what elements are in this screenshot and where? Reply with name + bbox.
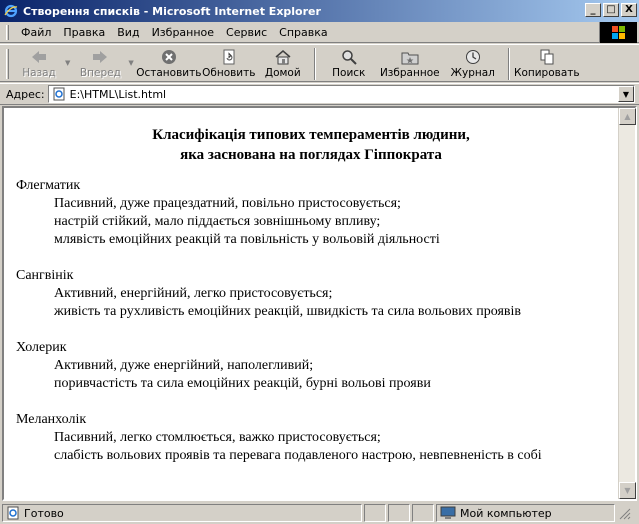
description-line: Пасивний, дуже працездатний, повільно пристосовується;	[54, 196, 401, 211]
copy-label: Копировать	[513, 67, 580, 79]
address-bar	[0, 83, 639, 105]
security-zone	[436, 504, 615, 522]
toolbar-separator	[508, 48, 510, 80]
menu-view[interactable]: Вид	[117, 25, 140, 39]
stop-button[interactable]	[138, 45, 200, 81]
favorites-button[interactable]	[376, 45, 444, 81]
favorites-folder-icon	[400, 48, 420, 66]
menu-bar	[0, 22, 639, 43]
description-line: млявість емоційних реакцій та повільність у вольовій діяльності	[54, 232, 440, 247]
refresh-icon	[219, 48, 239, 66]
search-button[interactable]	[322, 45, 376, 81]
toolbar	[0, 44, 639, 82]
scroll-up-icon[interactable]: ▲	[619, 108, 636, 125]
status-panel-empty	[364, 504, 386, 522]
stop-icon	[159, 48, 179, 66]
title-line-1: Класифікація типових темпераментів людини,	[152, 127, 470, 143]
page-title	[4, 125, 618, 165]
back-label: Назад	[22, 67, 56, 79]
description-line: поривчастість та сила емоційних реакцій, бурні вольові прояви	[54, 376, 431, 391]
vertical-scrollbar[interactable]	[618, 108, 635, 499]
menu-edit[interactable]: Правка	[63, 25, 106, 39]
temperament-melancholic	[16, 411, 618, 465]
address-dropdown-icon[interactable]: ▼	[618, 86, 634, 102]
description-line: настрій стійкий, мало піддається зовнішньому впливу;	[54, 214, 381, 229]
copy-icon	[537, 48, 557, 66]
page-icon	[51, 87, 67, 101]
term: Меланхолік	[16, 412, 87, 427]
menu-help[interactable]: Справка	[279, 25, 328, 39]
home-icon	[273, 48, 293, 66]
menu-tools[interactable]: Сервис	[226, 25, 268, 39]
favorites-label: Избранное	[379, 67, 440, 79]
temperament-list	[4, 177, 618, 465]
search-label: Поиск	[332, 67, 366, 79]
windows-logo-icon	[599, 22, 637, 43]
menu-file[interactable]: Файл	[21, 25, 52, 39]
status-panel-empty	[388, 504, 410, 522]
window-title: Створення списків - Microsoft Internet Explorer	[23, 4, 321, 18]
refresh-label: Обновить	[202, 67, 256, 79]
window-title-bar[interactable]	[0, 0, 639, 22]
my-computer-icon	[440, 506, 456, 520]
address-input[interactable]	[70, 87, 618, 101]
forward-button[interactable]	[74, 45, 126, 81]
maximize-button[interactable]: □	[603, 3, 619, 17]
search-icon	[339, 48, 359, 66]
home-button[interactable]	[258, 45, 308, 81]
term: Сангвінік	[16, 268, 74, 283]
resize-grip-icon[interactable]	[617, 506, 631, 520]
home-label: Домой	[264, 67, 301, 79]
back-dropdown-icon[interactable]: ▼	[65, 59, 71, 67]
minimize-button[interactable]: _	[585, 3, 601, 17]
close-button[interactable]: X	[621, 3, 637, 17]
description-line: Пасивний, легко стомлюється, важко пристосовується;	[54, 430, 381, 445]
status-bar	[0, 502, 639, 524]
description-line: слабість вольових проявів та перевага подавленого настрою, невпевненість в собі	[54, 448, 542, 463]
description-line: Активний, дуже енергійний, наполегливий;	[54, 358, 314, 373]
description-line: Активний, енергійний, легко пристосовується;	[54, 286, 333, 301]
term: Холерик	[16, 340, 67, 355]
term: Флегматик	[16, 178, 81, 193]
status-text: Готово	[24, 506, 64, 520]
title-line-2: яка заснована на поглядах Гіппократа	[180, 147, 442, 163]
page-content	[4, 108, 618, 499]
content-frame	[2, 106, 637, 501]
description-line: живість та рухливість емоційних реакцій, швидкість та сила вольових проявів	[54, 304, 522, 319]
toolbar-separator	[314, 48, 316, 80]
temperament-phlegmatic	[16, 177, 618, 249]
menu-favorites[interactable]: Избранное	[151, 25, 215, 39]
copy-button[interactable]	[513, 45, 580, 81]
stop-label: Остановить	[136, 67, 202, 79]
refresh-button[interactable]	[200, 45, 258, 81]
ie-logo-icon	[3, 3, 19, 19]
done-page-icon	[6, 506, 20, 520]
forward-label: Вперед	[79, 67, 121, 79]
status-panel-empty	[412, 504, 434, 522]
temperament-choleric	[16, 339, 618, 393]
address-field[interactable]	[48, 85, 635, 103]
back-arrow-icon	[29, 48, 49, 66]
zone-label: Мой компьютер	[460, 506, 552, 520]
toolbar-grip[interactable]	[6, 49, 9, 79]
forward-dropdown-icon[interactable]: ▼	[128, 59, 134, 67]
address-label: Адрес:	[6, 87, 45, 101]
history-icon	[463, 48, 483, 66]
temperament-sanguine	[16, 267, 618, 321]
status-panel	[2, 504, 362, 522]
scroll-down-icon[interactable]: ▼	[619, 482, 636, 499]
menu-grip[interactable]	[6, 25, 9, 40]
forward-arrow-icon	[90, 48, 110, 66]
back-button[interactable]	[15, 45, 63, 81]
history-button[interactable]	[444, 45, 502, 81]
history-label: Журнал	[450, 67, 495, 79]
